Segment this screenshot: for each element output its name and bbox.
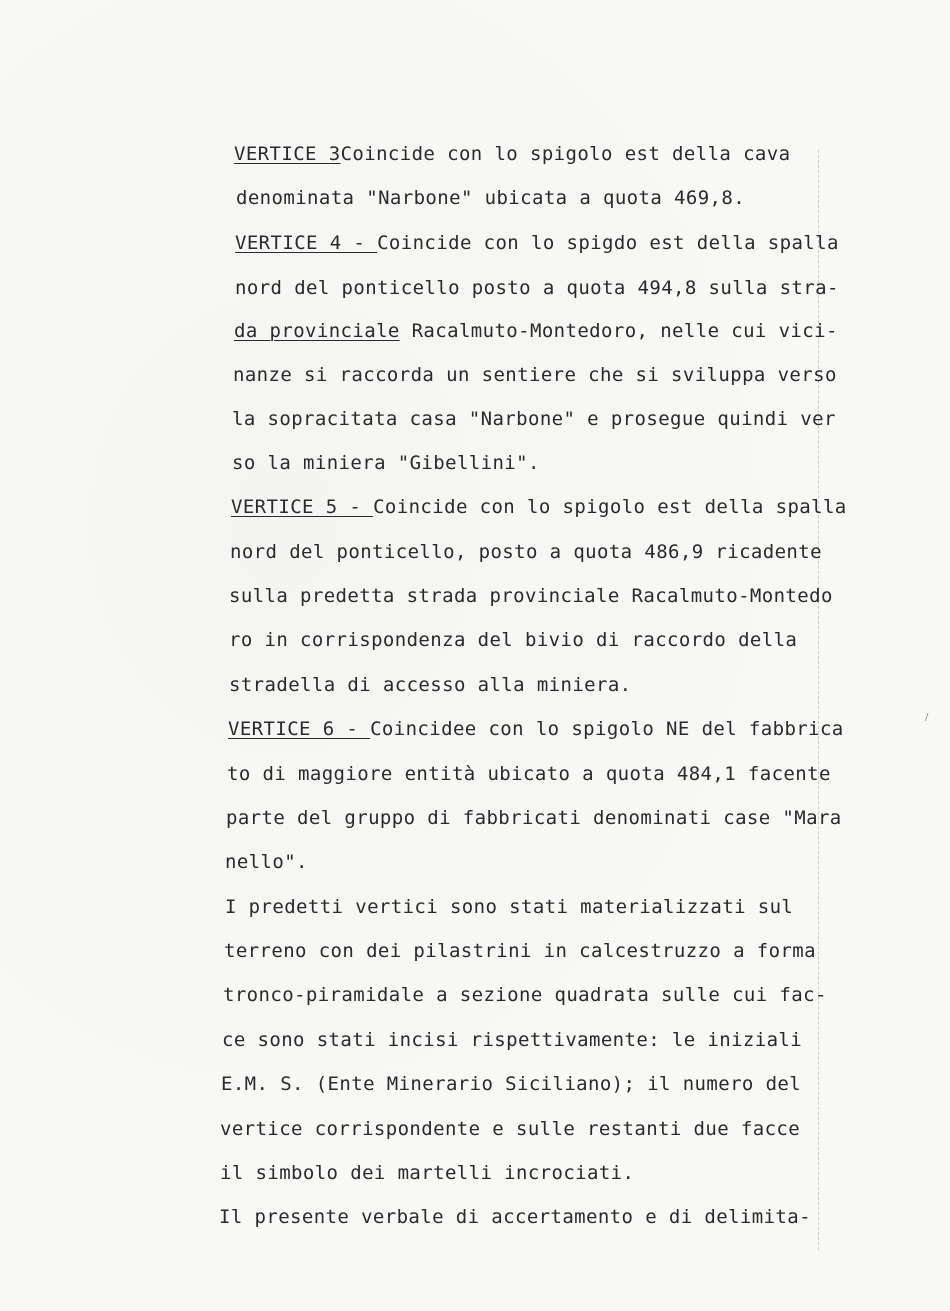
underlined-heading: VERTICE 6 - — [228, 718, 371, 740]
text-line — [225, 896, 793, 918]
line-text: Racalmuto-Montedoro, nelle cui vici- — [399, 320, 838, 342]
line-text: nord del ponticello posto a quota 494,8 sulla stra- — [235, 277, 839, 299]
text-line — [222, 1029, 802, 1051]
text-line — [233, 364, 837, 386]
line-text: Coincidee con lo spigolo NE del fabbrica — [370, 718, 844, 740]
line-text: so la miniera "Gibellini". — [232, 452, 540, 474]
text-line — [232, 452, 540, 474]
line-text: denominata "Narbone" ubicata a quota 469,8. — [236, 187, 746, 209]
line-text: ro in corrispondenza del bivio di raccordo della — [229, 629, 798, 651]
margin-mark: / — [925, 712, 929, 723]
text-line — [228, 718, 844, 740]
line-text: ce sono stati incisi rispettivamente: le iniziali — [222, 1029, 803, 1051]
text-line — [219, 1206, 811, 1228]
line-text: nanze si raccorda un sentiere che si sviluppa verso — [233, 364, 837, 386]
line-text: Coincide con lo spigolo est della cava — [340, 143, 791, 165]
line-text: Il presente verbale di accertamento e di delimita- — [219, 1206, 811, 1228]
text-line — [231, 496, 847, 518]
text-line — [225, 851, 308, 873]
text-line — [235, 232, 839, 254]
text-line — [227, 763, 831, 785]
text-line — [235, 277, 839, 299]
text-line — [220, 1162, 634, 1184]
line-text: sulla predetta strada provinciale Racalmuto-Montedo — [229, 585, 833, 607]
line-text: tronco-piramidale a sezione quadrata sulle cui fac- — [223, 984, 827, 1006]
underlined-heading: da provinciale — [234, 320, 400, 342]
line-text: E.M. S. (Ente Minerario Siciliano); il numero del — [221, 1073, 802, 1095]
text-line — [229, 674, 632, 696]
text-line — [234, 320, 838, 342]
line-text: parte del gruppo di fabbricati denominati case "Mara — [226, 807, 842, 829]
line-text: Coincide con lo spigolo est della spalla — [373, 496, 847, 518]
line-text: nello". — [225, 851, 308, 873]
text-line — [236, 187, 745, 209]
right-margin-line — [818, 150, 820, 1250]
text-line — [229, 585, 833, 607]
text-line — [234, 143, 790, 165]
text-line — [232, 408, 836, 430]
line-text: la sopracitata casa "Narbone" e prosegue quindi ver — [232, 408, 836, 430]
line-text: nord del ponticello, posto a quota 486,9 ricadente — [230, 541, 822, 563]
text-line — [226, 807, 842, 829]
text-line — [230, 541, 822, 563]
line-text: Coincide con lo spigdo est della spalla — [377, 232, 839, 254]
line-text: to di maggiore entità ubicato a quota 484,1 facente — [227, 763, 831, 785]
underlined-heading: VERTICE 4 - — [235, 232, 378, 254]
text-line — [223, 984, 827, 1006]
underlined-heading: VERTICE 5 - — [231, 496, 374, 518]
line-text: I predetti vertici sono stati materializzati sul — [225, 896, 794, 918]
text-line — [220, 1118, 800, 1140]
text-line — [229, 629, 797, 651]
text-line — [224, 940, 816, 962]
line-text: il simbolo dei martelli incrociati. — [220, 1162, 635, 1184]
underlined-heading: VERTICE 3 — [234, 143, 341, 165]
line-text: terreno con dei pilastrini in calcestruzzo a forma — [224, 940, 816, 962]
line-text: vertice corrispondente e sulle restanti due facce — [220, 1118, 801, 1140]
line-text: stradella di accesso alla miniera. — [229, 674, 632, 696]
text-line — [221, 1073, 801, 1095]
